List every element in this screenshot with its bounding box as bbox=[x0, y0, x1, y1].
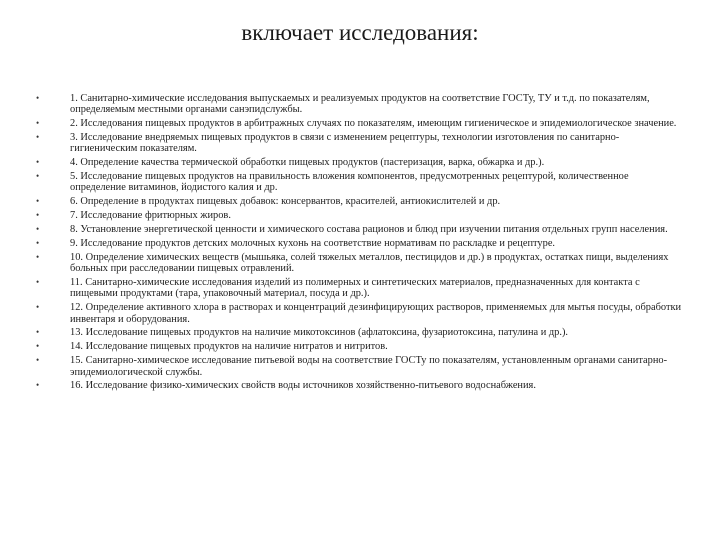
list-item-text: 2. Исследования пищевых продуктов в арбитражных случаях по показателям, имеющим гигиеническое и эпидемиологическое значение. bbox=[70, 118, 677, 130]
list-item bbox=[36, 238, 686, 249]
bullet-icon: • bbox=[36, 380, 40, 391]
list-item bbox=[36, 196, 686, 207]
list-item bbox=[36, 302, 686, 325]
bullet-icon: • bbox=[36, 210, 40, 221]
list-item bbox=[36, 93, 686, 116]
bullet-icon: • bbox=[36, 196, 40, 207]
list-item-text: 11. Санитарно-химические исследования изделий из полимерных и синтетических материалов, предназначенных для контакта с пищевыми продуктами (тара, упаковочный материал, посуда и др.). bbox=[70, 277, 640, 300]
list-item bbox=[36, 277, 686, 300]
list-item-text: 1. Санитарно-химические исследования выпускаемых и реализуемых продуктов на соответствие ГОСТу, ТУ и т.д. по показателям, определяемым местными органами санэпидслужбы. bbox=[70, 93, 650, 116]
list-item-text: 6. Определение в продуктах пищевых добавок: консервантов, красителей, антиокислителей и др. bbox=[70, 196, 501, 208]
list-item bbox=[36, 327, 686, 338]
list-item bbox=[36, 224, 686, 235]
list-item bbox=[36, 380, 686, 391]
list-item-text: 4. Определение качества термической обработки пищевых продуктов (пастеризация, варка, обжарка и др.). bbox=[70, 157, 545, 169]
bullet-icon: • bbox=[36, 251, 40, 262]
slide-title: включает исследования: bbox=[241, 20, 479, 45]
list-item-text: 12. Определение активного хлора в растворах и концентраций дезинфицирующих растворов, применяемых для мытья посуды, обработки инвентаря и оборудования. bbox=[70, 302, 682, 325]
bullet-icon: • bbox=[36, 93, 40, 103]
bullet-icon: • bbox=[36, 277, 40, 288]
bullet-icon: • bbox=[36, 341, 40, 352]
bullet-icon: • bbox=[36, 157, 40, 168]
list-item bbox=[36, 171, 686, 194]
list-item-text: 3. Исследование внедряемых пищевых продуктов в связи с изменением рецептуры, технологии изготовления по санитарно-гигиеническим показателям. bbox=[70, 132, 620, 155]
list-item bbox=[36, 341, 686, 352]
list-item-text: 15. Санитарно-химическое исследование питьевой воды на соответствие ГОСТу по показателям, установленным органами санитарно-эпидемиологической службы. bbox=[70, 355, 668, 378]
bullet-icon: • bbox=[36, 238, 40, 249]
list-item bbox=[36, 252, 686, 275]
bullet-icon: • bbox=[36, 224, 40, 235]
list-item bbox=[36, 355, 686, 378]
bullet-icon: • bbox=[36, 302, 40, 313]
bullet-icon: • bbox=[36, 118, 40, 129]
bullet-icon: • bbox=[36, 355, 40, 366]
list-item-text: 14. Исследование пищевых продуктов на наличие нитратов и нитритов. bbox=[70, 341, 388, 353]
list-item-text: 13. Исследование пищевых продуктов на наличие микотоксинов (афлатоксина, фузариотоксина, патулина и др.). bbox=[70, 327, 569, 339]
bullet-icon: • bbox=[36, 171, 40, 182]
list-item-text: 5. Исследование пищевых продуктов на правильность вложения компонентов, предусмотренных рецептурой, количественное определение витаминов, йодистого калия и др. bbox=[70, 171, 629, 194]
bullet-icon: • bbox=[36, 132, 40, 143]
list-item bbox=[36, 210, 686, 221]
list-item-text: 8. Установление энергетической ценности и химического состава рационов и блюд при изучении питания отдельных групп населения. bbox=[70, 224, 668, 236]
bullet-icon: • bbox=[36, 327, 40, 338]
list-item bbox=[36, 118, 686, 129]
list-item-text: 9. Исследование продуктов детских молочных кухонь на соответствие нормативам по раскладке и рецептуре. bbox=[70, 238, 556, 250]
list-item-text: 16. Исследование физико-химических свойств воды источников хозяйственно-питьевого водоснабжения. bbox=[70, 380, 536, 392]
list-item bbox=[36, 132, 686, 155]
list-item-text: 7. Исследование фритюрных жиров. bbox=[70, 210, 231, 222]
research-list bbox=[36, 93, 686, 394]
list-item-text: 10. Определение химических веществ (мышьяка, солей тяжелых металлов, пестицидов и др.) в продуктах, остатках пищи, выделениях больных при расследовании пищевых отравлений. bbox=[70, 251, 669, 275]
list-item bbox=[36, 157, 686, 168]
